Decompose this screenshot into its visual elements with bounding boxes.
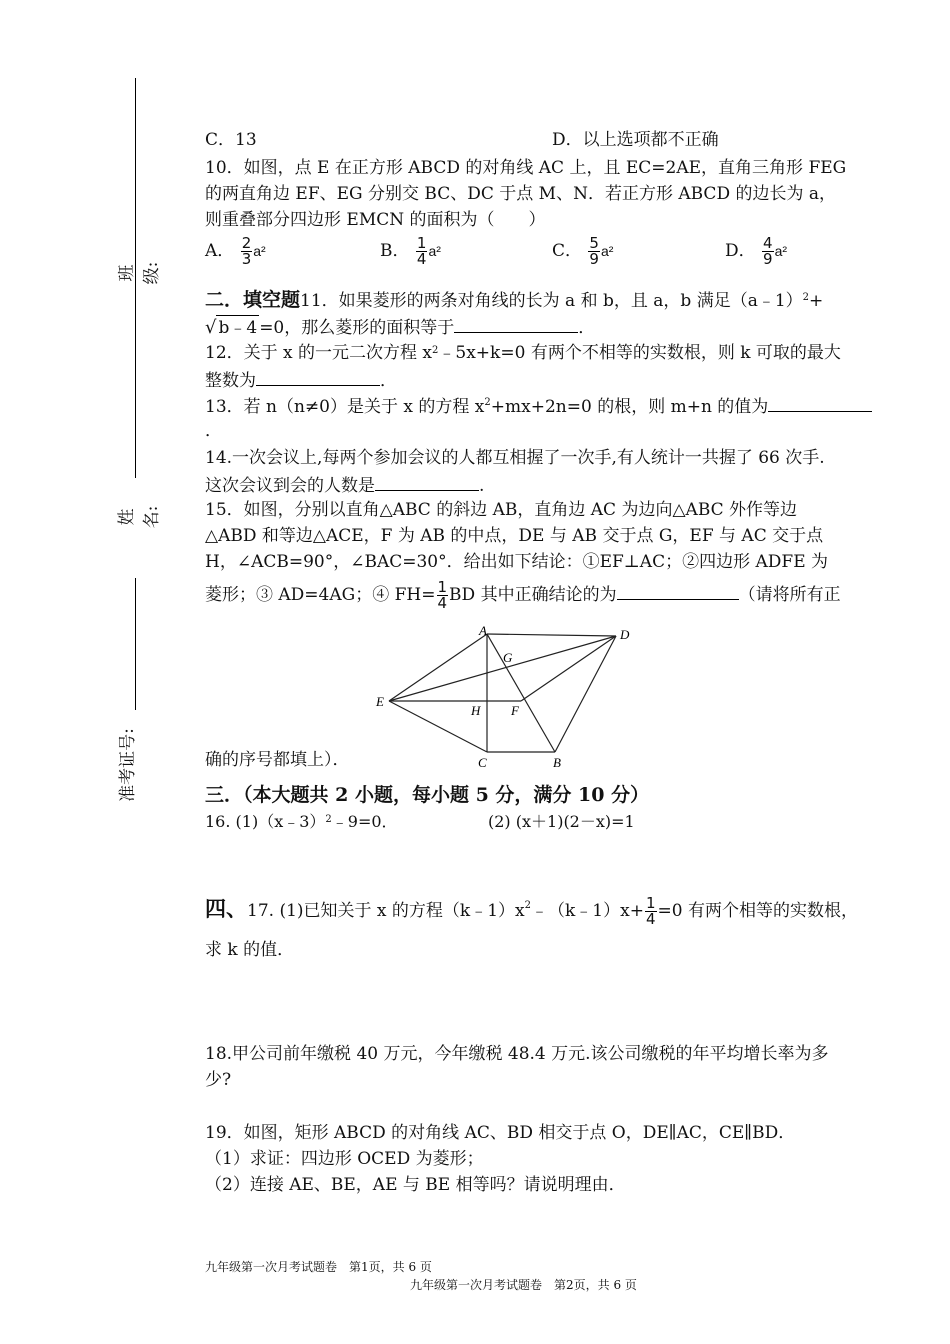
footer-page1: 九年级第一次月考试题卷 第1页，共 6 页 <box>205 1260 432 1274</box>
q14-answer-blank[interactable] <box>375 472 479 491</box>
q15-line2: △ABD 和等边△ACE，F 为 AB 的中点，DE 与 AB 交于点 G，EF 与 AC 交于点 <box>205 526 824 546</box>
segment-ea <box>389 634 487 701</box>
option-label: D． <box>725 241 756 261</box>
section3-title: 三．（本大题共 2 小题，每小题 5 分，满分 10 分） <box>205 784 650 806</box>
q15-geometry-figure <box>372 622 642 772</box>
section4-title: 四、 <box>205 896 247 921</box>
q14-text: . <box>479 476 485 496</box>
label-h: H <box>471 703 481 718</box>
fraction: $\frac{1}{4}$ <box>416 234 427 268</box>
q17-text: ﹣（k﹣1）x+ <box>531 901 644 921</box>
option-var: a² <box>428 243 441 259</box>
fraction: $\frac{1}{4}$ <box>645 894 656 928</box>
q19-line1: 19．如图，矩形 ABCD 的对角线 AC、BD 相交于点 O，DE∥AC，CE∥BD． <box>205 1123 796 1143</box>
section2-title: 二．填空题 <box>205 289 301 311</box>
q18-line2: 少? <box>205 1070 232 1090</box>
q14-line2 <box>205 472 484 498</box>
q17-line2: 求 k 的值． <box>205 940 295 960</box>
fraction: $\frac{1}{4}$ <box>437 578 448 612</box>
q14-line1: 14.一次会议上,每两个参加会议的人都互相握了一次手,有人统计一共握了 66 次手. <box>205 448 825 468</box>
q17-text: =0 有两个相等的实数根， <box>657 901 858 921</box>
q19-line2: （1）求证：四边形 OCED 为菱形； <box>205 1149 484 1169</box>
q12-text: ． <box>380 371 397 391</box>
q15-line4 <box>205 580 841 611</box>
segment-ed <box>389 636 616 701</box>
q13-answer-blank[interactable] <box>768 393 872 412</box>
q12-line1 <box>205 341 841 365</box>
q11-text: + <box>809 291 824 311</box>
q13-line2: ． <box>205 421 222 441</box>
label-d: D <box>620 627 630 642</box>
q10-line1: 10．如图，点 E 在正方形 ABCD 的对角线 AC 上，且 EC=2AE，直角三角形 FEG <box>205 158 847 178</box>
q11-text: 11．如果菱形的两条对角线的长为 a 和 b，且 a，b 满足（a﹣1） <box>300 291 803 311</box>
fraction: $\frac{4}{9}$ <box>763 234 773 268</box>
q11-line2 <box>205 314 595 340</box>
q9-option-c: C．13 <box>205 130 257 150</box>
name-label: 姓名: <box>117 505 162 529</box>
q16-text: 16. (1)（x﹣3） <box>205 812 326 831</box>
q12-text: 12．关于 x 的一元二次方程 x <box>205 343 433 363</box>
q18-line1: 18.甲公司前年缴税 40 万元，今年缴税 48.4 万元.该公司缴税的年平均增长率为多 <box>205 1044 829 1064</box>
binding-line-top <box>135 78 136 330</box>
option-label: A． <box>205 241 235 261</box>
fraction: $\frac{5}{9}$ <box>589 234 599 268</box>
q10-option-b <box>380 236 441 267</box>
superscript: 2 <box>484 397 491 408</box>
q11-line1 <box>205 288 823 313</box>
q10-line3: 则重叠部分四边形 EMCN 的面积为（ ） <box>205 210 546 230</box>
q10-option-d <box>725 236 787 267</box>
q15-text: BD 其中正确结论的为 <box>449 585 617 605</box>
label-b: B <box>553 755 561 770</box>
q9-option-d: D．以上选项都不正确 <box>552 130 719 150</box>
q15-line5: 确的序号都填上）． <box>205 750 350 770</box>
q13-line1 <box>205 393 872 419</box>
binding-line-lower <box>135 578 136 710</box>
q17-text: 17. (1)已知关于 x 的方程（k﹣1）x <box>247 901 525 921</box>
q13-text: +mx+2n=0 的根，则 m+n 的值为 <box>490 397 769 417</box>
fraction: $\frac{2}{3}$ <box>241 234 252 268</box>
q15-text: （请将所有正 <box>738 585 841 605</box>
sqrt-symbol: √ <box>205 317 217 338</box>
label-a: A <box>479 623 487 638</box>
superscript: 2 <box>524 900 531 911</box>
q19-line3: （2）连接 AE、BE，AE 与 BE 相等吗？请说明理由． <box>205 1175 626 1195</box>
q11-answer-blank[interactable] <box>454 314 578 333</box>
option-var: a² <box>600 243 614 259</box>
q11-text: ． <box>578 318 596 338</box>
q16-part1 <box>205 810 398 834</box>
q14-text: 这次会议到会的人数是 <box>205 476 375 496</box>
q10-option-c <box>552 236 613 267</box>
q11-text: =0，那么菱形的面积等于 <box>259 318 455 338</box>
label-g: G <box>503 650 513 665</box>
option-label: B． <box>380 241 410 261</box>
label-f: F <box>511 703 519 718</box>
q17-line1 <box>205 896 858 927</box>
superscript: 2 <box>802 292 810 303</box>
q12-text: ﹣5x+k=0 有两个不相等的实数根，则 k 可取的最大 <box>438 343 841 363</box>
option-label: C． <box>552 241 583 261</box>
q15-line1: 15．如图，分别以直角△ABC 的斜边 AB，直角边 AC 为边向△ABC 外作等边 <box>205 500 798 520</box>
binding-line-middle <box>135 330 136 478</box>
label-c: C <box>478 755 487 770</box>
q15-text: 菱形；③ AD=4AG；④ FH= <box>205 585 436 605</box>
q16-text: ﹣9=0． <box>331 812 398 831</box>
option-var: a² <box>774 243 788 259</box>
q10-line2: 的两直角边 EF、EG 分别交 BC、DC 于点 M、N．若正方形 ABCD 的边长为 a， <box>205 184 837 204</box>
segment-fd <box>521 636 616 701</box>
q12-answer-blank[interactable] <box>256 367 380 386</box>
label-e: E <box>376 694 384 709</box>
segment-ad <box>487 634 616 636</box>
footer-page2: 九年级第一次月考试题卷 第2页，共 6 页 <box>410 1278 637 1292</box>
superscript: 2 <box>325 814 332 825</box>
option-var: a² <box>253 243 266 259</box>
q16-part2: (2) (x＋1)(2－x)=1 <box>488 812 635 831</box>
q15-answer-blank[interactable] <box>617 581 739 600</box>
q12-text: 整数为 <box>205 371 256 391</box>
class-label: 班级: <box>117 261 162 285</box>
exam-number-label: 准考证号: <box>118 728 138 802</box>
q13-text: 13．若 n（n≠0）是关于 x 的方程 x <box>205 397 485 417</box>
q10-option-a <box>205 236 266 267</box>
superscript: 2 <box>432 345 439 356</box>
sqrt-content: b﹣4 <box>216 315 259 340</box>
segment-db <box>555 636 616 752</box>
segment-ab <box>487 634 555 752</box>
q15-line3: H，∠ACB=90°，∠BAC=30°．给出如下结论：①EF⊥AC；②四边形 ADFE 为 <box>205 552 829 572</box>
q12-line2 <box>205 367 397 393</box>
